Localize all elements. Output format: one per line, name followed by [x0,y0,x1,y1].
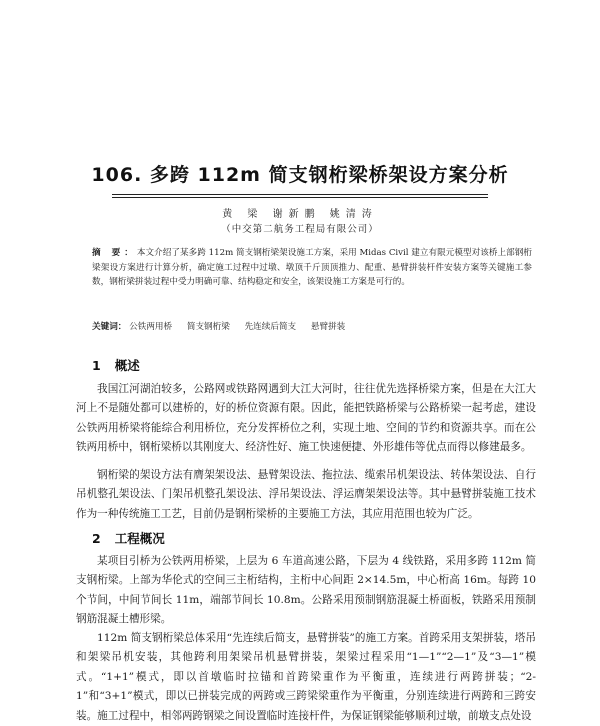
keyword: 先连续后简支 [244,322,297,332]
section-heading-overview [92,356,140,374]
keyword: 简支钢桁梁 [186,322,230,332]
keyword: 公铁两用桥 [129,322,173,332]
paragraph: 112m 简支钢桁梁总体采用“先连续后简支，悬臂拼装”的施工方案。首跨采用支架拼装，塔吊和架梁吊机安装，其他跨利用架梁吊机悬臂拼装，架梁过程采用“1—1”“2—1”及“3—1”模式。“1+1”模式，即以首墩临时拉锚和首跨梁重作为平衡重，连续进行两跨拼装；“2-1”和“3+1”模式，即以已拼装完成的两跨或三跨梁梁重作为平衡重，分别连续进行两跨和三跨安装。施工过程中，相邻两跨钢梁之间设置临时连接杆件，为保证钢梁能够顺利过墩，前墩支点处设 [76,632,536,722]
keywords [92,320,532,334]
section-title: 概述 [114,358,140,373]
section-title: 工程概况 [114,531,165,546]
paragraph: 某项目引桥为公铁两用桥梁，上层为 6 车道高速公路，下层为 4 线铁路，采用多跨 112m 简支钢桁梁。上部为华伦式的空间三主桁结构，主桁中心间距 2×14.5m，中心桁高 16m。每跨 10 个节间，中间节间长 11m，端部节间长 10.8m。公路采用预制钢筋混凝土桥面板，铁路采用预制钢筋混凝土槽形梁。 [76,555,536,626]
paper-title: 106. 多跨 112m 简支钢桁梁桥架设方案分析 [91,164,509,186]
title-rule-bottom [112,197,488,198]
abstract-label: 摘 要： [92,248,137,258]
abstract-text: 本文介绍了某多跨 112m 简支钢桁梁架设施工方案，采用 Midas Civil 建立有限元模型对该桥上部钢桁梁架设方案进行计算分析，确定施工过程中过墩、墩顶千斤顶顶推力、配重、悬臂拼装杆件安装方案等关键施工参数，钢桁梁拼装过程中受力明确可靠、结构稳定和安全，该架设施工方案是可行的。 [92,248,532,287]
paragraph: 我国江河湖泊较多，公路网或铁路网遇到大江大河时，往往优先选择桥梁方案，但是在大江大河上不是随处都可以建桥的，好的桥位资源有限。因此，能把铁路桥梁与公路桥梁一起考虑，建设公铁两用桥梁将能综合利用桥位，充分发挥桥位之利，实现土地、空间的节约和资源共享。而在公铁两用桥中，钢桁梁桥以其刚度大、经济性好、施工快速便捷、外形雄伟等优点而得以修建最多。 [76,383,536,454]
affiliation: （中交第二航务工程局有限公司） [221,224,379,235]
author-list: 黄 梁 谢新鹏 姚清涛 [222,209,378,220]
keywords-label: 关键词： [92,322,127,332]
section-number: 2 [92,531,101,546]
section-number: 1 [92,358,101,373]
abstract [92,246,532,290]
title-rule-top [112,194,488,195]
keyword: 悬臂拼装 [310,322,346,332]
section-heading-project [92,529,165,547]
paragraph: 钢桁梁的架设方法有膺架架设法、悬臂架设法、拖拉法、缆索吊机架设法、转体架设法、自行吊机整孔架设法、门架吊机整孔架设法、浮吊架设法、浮运膺架架设法等。其中悬臂拼装施工技术作为一种传统施工工艺，目前仍是钢桁梁桥的主要施工方法，其应用范围也较为广泛。 [76,469,536,520]
